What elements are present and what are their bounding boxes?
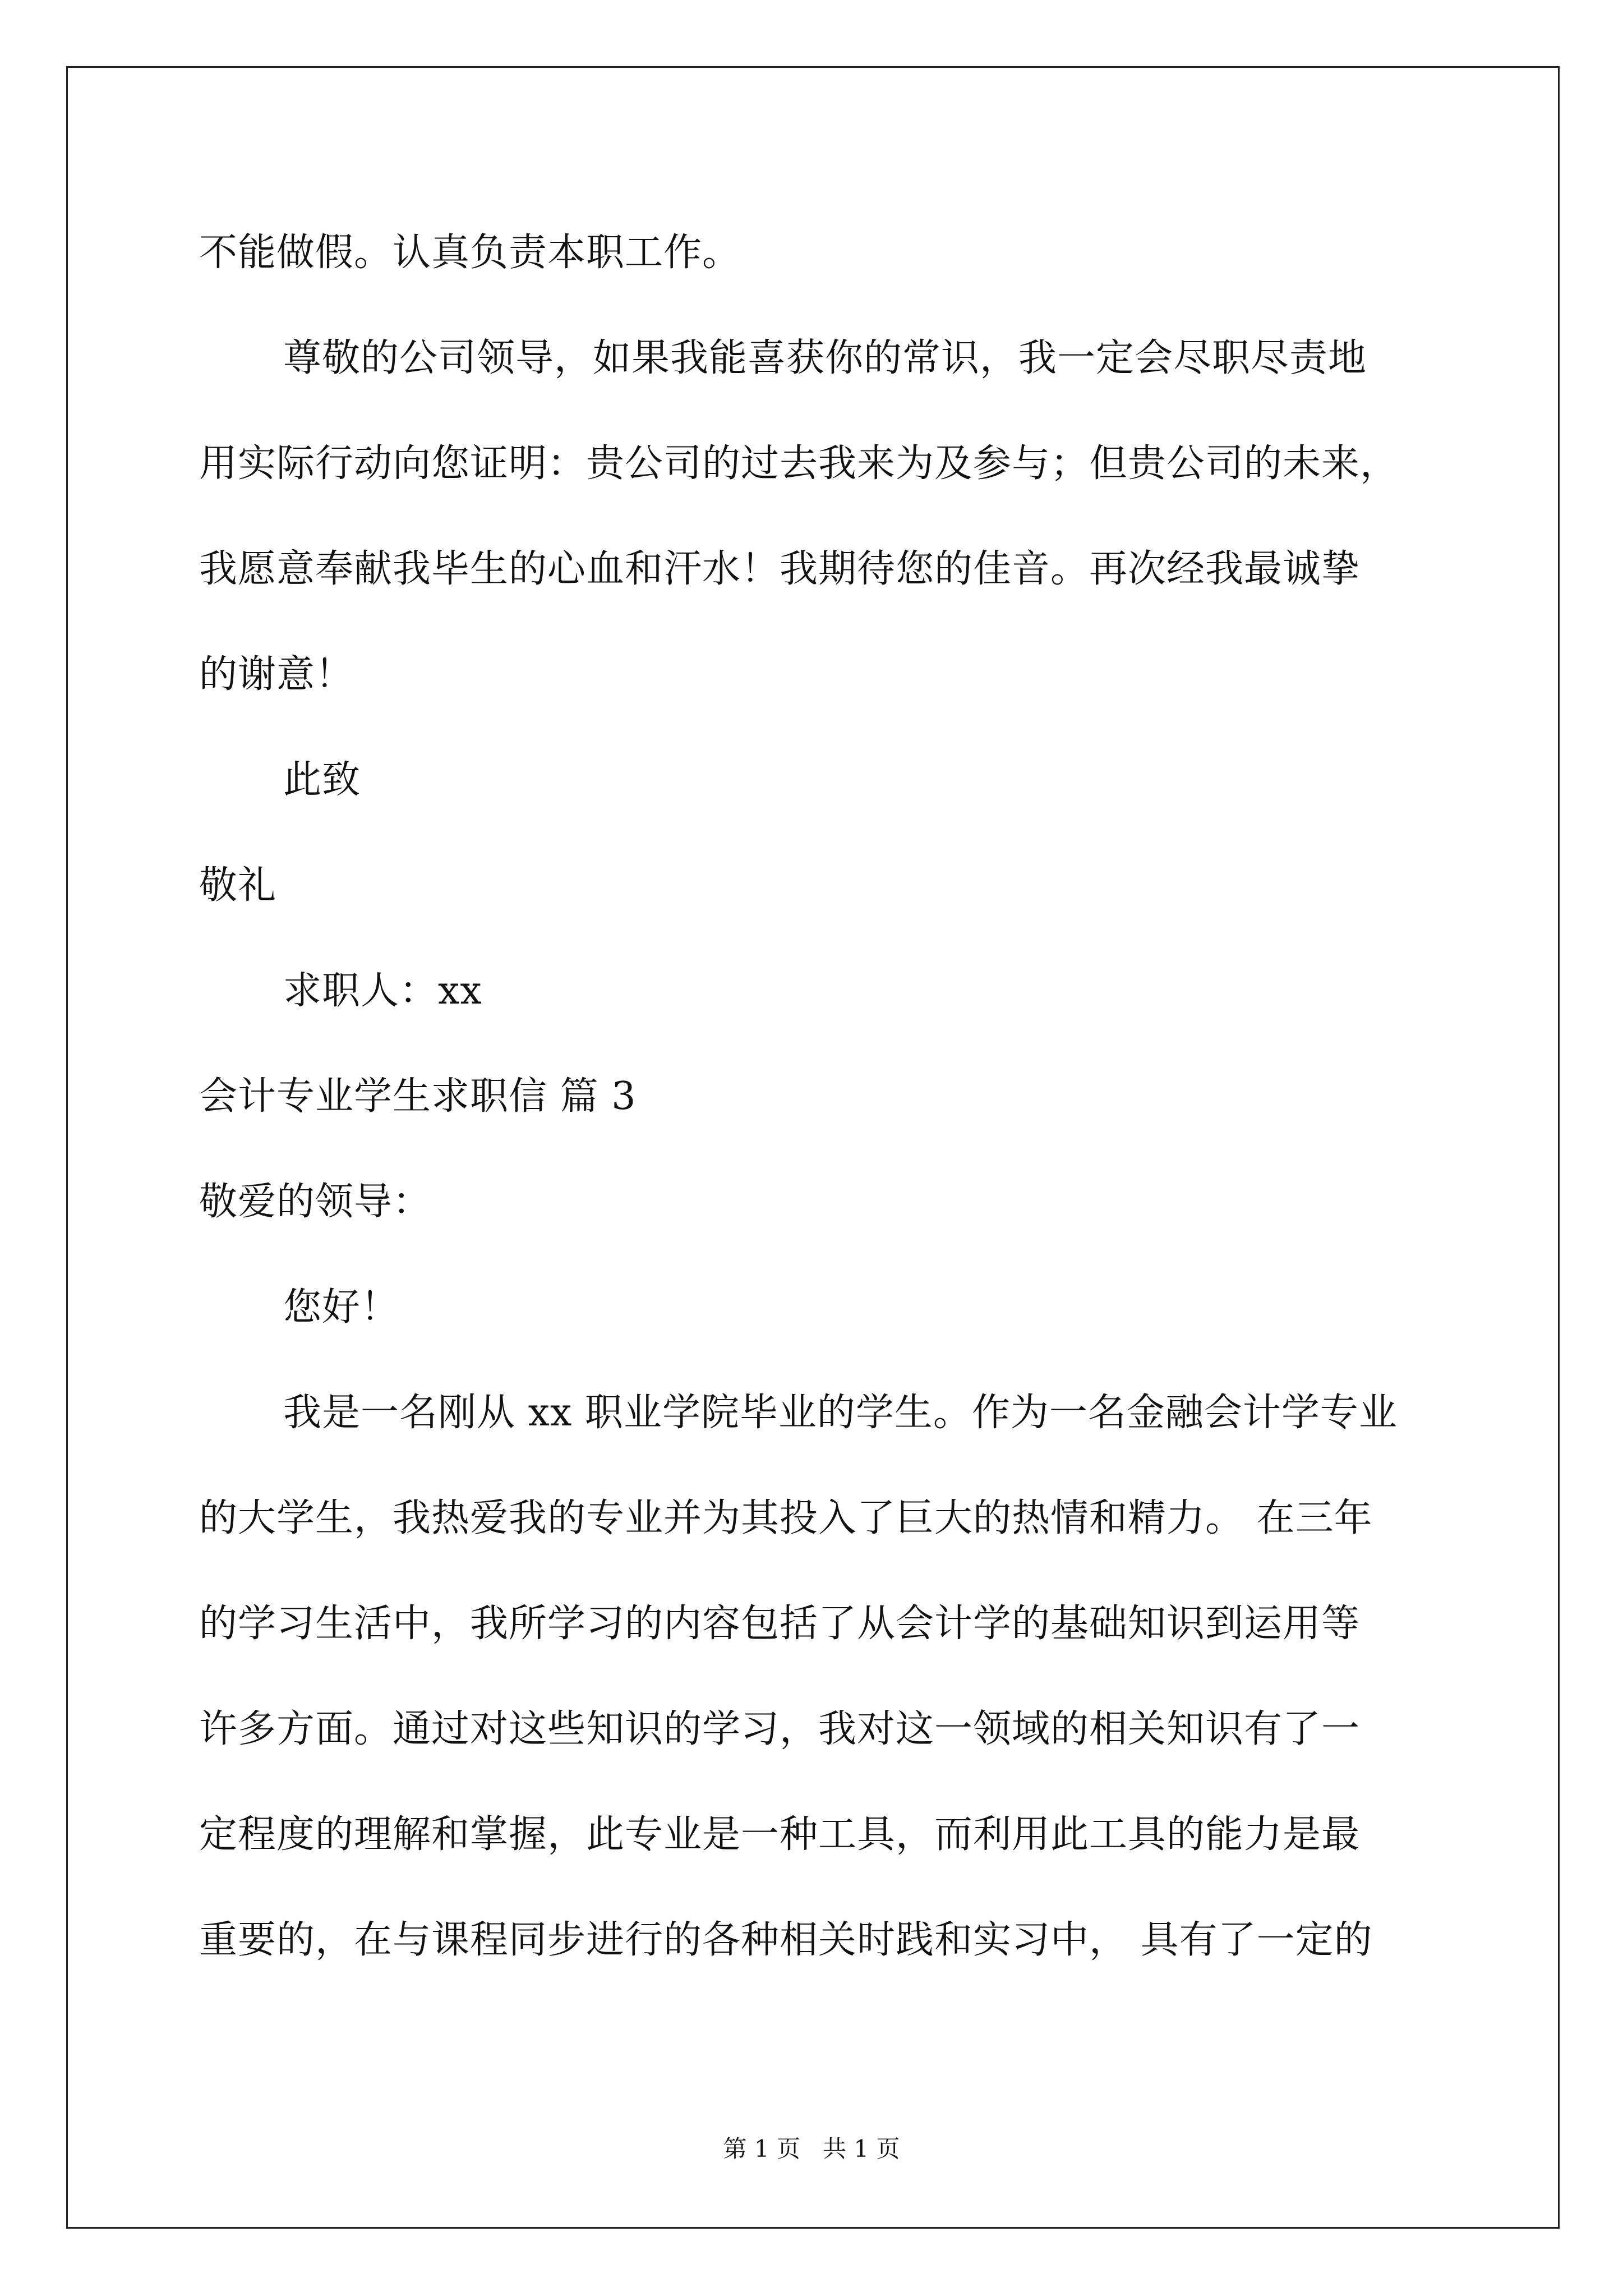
page-border: [66, 66, 1560, 2229]
greeting-hello: 您好！: [283, 1285, 400, 1329]
text-line-4: 我愿意奉献我毕生的心血和汗水！我期待您的佳音。再次经我最诚挚: [199, 547, 1361, 591]
text-line-3: 用实际行动向您证明：贵公司的过去我来为及参与；但贵公司的未来，: [199, 441, 1399, 486]
text-line-14: 的学习生活中，我所学习的内容包括了从会计学的基础知识到运用等: [199, 1602, 1361, 1646]
text-line-17: 重要的，在与课程同步进行的各种相关时践和实习中， 具有了一定的: [199, 1918, 1373, 1962]
applicant-signature: 求职人：xx: [283, 969, 482, 1013]
salutation-cizhi: 此致: [283, 758, 361, 802]
page-footer: 第 1 页 共 1 页: [723, 2135, 900, 2162]
salutation-jingli: 敬礼: [199, 863, 277, 908]
text-line-5: 的谢意！: [199, 652, 354, 697]
text-line-12: 我是一名刚从 xx 职业学院毕业的学生。作为一名金融会计学专业: [283, 1391, 1398, 1435]
section-heading: 会计专业学生求职信 篇 3: [199, 1074, 637, 1119]
text-line-13: 的大学生，我热爱我的专业并为其投入了巨大的热情和精力。 在三年: [199, 1496, 1373, 1540]
greeting-recipient: 敬爱的领导：: [199, 1180, 432, 1224]
text-line-1: 不能做假。认真负责本职工作。: [199, 231, 741, 275]
text-line-16: 定程度的理解和掌握，此专业是一种工具，而利用此工具的能力是最: [199, 1812, 1361, 1857]
text-line-2: 尊敬的公司领导，如果我能喜获你的常识，我一定会尽职尽责地: [283, 336, 1367, 380]
text-line-15: 许多方面。通过对这些知识的学习，我对这一领域的相关知识有了一: [199, 1707, 1361, 1751]
